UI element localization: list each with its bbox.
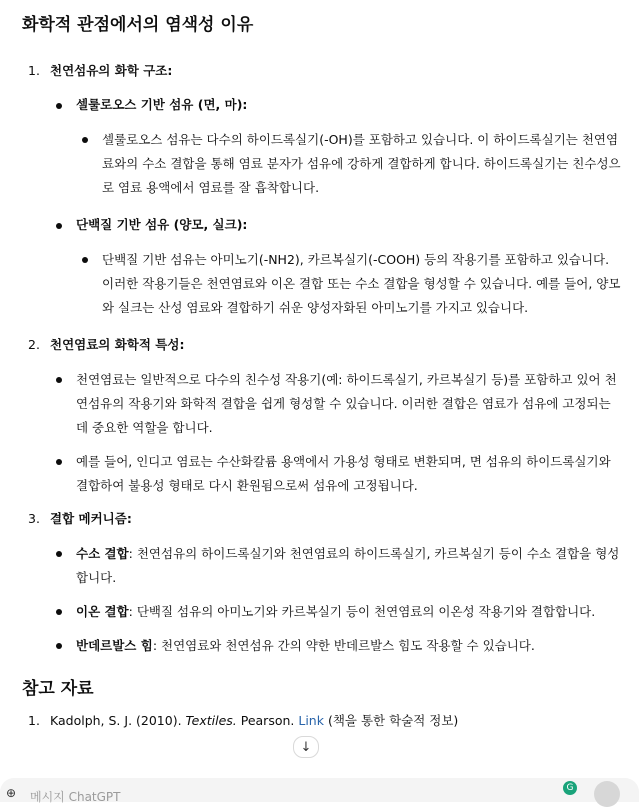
reference-author: Kadolph, S. J. (2010). bbox=[50, 713, 182, 728]
sub-item bbox=[50, 542, 622, 590]
section-number: 2. bbox=[28, 337, 40, 352]
sub-item bbox=[50, 368, 622, 440]
sub-heading: 셀룰로오스 기반 섬유 (면, 마) bbox=[76, 97, 243, 112]
term-label: 반데르발스 힘 bbox=[76, 638, 153, 653]
sub-item bbox=[50, 634, 622, 658]
bullet bbox=[82, 137, 88, 143]
sub-heading: 단백질 기반 섬유 (양모, 실크) bbox=[76, 217, 243, 232]
sub-sub-item bbox=[76, 128, 622, 200]
message-composer[interactable] bbox=[0, 778, 639, 802]
reference-publisher: Pearson. bbox=[240, 713, 295, 728]
paperclip-icon[interactable]: ⊕ bbox=[6, 786, 17, 800]
sub-item bbox=[50, 600, 622, 624]
bullet bbox=[56, 609, 62, 615]
paragraph: 단백질 기반 섬유는 아미노기(-NH2), 카르복실기(-COOH) 등의 작용기를 포함하고 있습니다. 이러한 작용기들은 천연염료와 이온 결합 또는 수소 결합을 형성할 수 있습니다. 예를 들어, 양모와 실크는 산성 염료와 결합하기 쉬운 양성자화된 아미노기를 가지고 있습니다. bbox=[102, 252, 621, 315]
scroll-down-button[interactable] bbox=[293, 736, 319, 758]
section-number: 3. bbox=[28, 511, 40, 526]
section-3: 3. 결합 메커니즘: 수소 결합: 천연섬유의 하이드록실기와 천연염료의 하이드록실기, 카르복실기 등이 수소 결합을 형성합니다. 이온 결합: 단백질 섬유의 아미노기와 카르복실기 등이 천연염료의 이온성 작용기와 결합합니다. 반데르발스 힘: 천연염료와 천연섬유 간의 약한 반데르발스 힘도 작용할 수 있습니다. bbox=[22, 508, 622, 658]
reference-link[interactable]: Link bbox=[298, 713, 324, 728]
paragraph: 천연염료는 일반적으로 다수의 친수성 작용기(예: 하이드록실기, 카르복실기 등)를 포함하고 있어 천연섬유의 작용기와 화학적 결합을 쉽게 형성할 수 있습니다. 이러한 결합은 염료가 섬유에 고정되는 데 중요한 역할을 합니다. bbox=[76, 372, 617, 435]
bullet bbox=[56, 459, 62, 465]
composer-placeholder[interactable]: 메시지 ChatGPT bbox=[30, 790, 121, 804]
message-content bbox=[22, 12, 622, 732]
paragraph: : 단백질 섬유의 아미노기와 카르복실기 등이 천연염료의 이온성 작용기와 결합합니다. bbox=[128, 604, 596, 619]
section-2: 2. 천연염료의 화학적 특성: 천연염료는 일반적으로 다수의 친수성 작용기(예: 하이드록실기, 카르복실기 등)를 포함하고 있어 천연섬유의 작용기와 화학적 결합을 쉽게 형성할 수 있습니다. 이러한 결합은 염료가 섬유에 고정되는 데 중요한 역할을 합니다. 예를 들어, 인디고 염료는 수산화칼륨 용액에서 가용성 형태로 변환되며, 면 섬유의 하이드록실기와 결합하여 불용성 형태로 다시 환원됨으로써 섬유에 고정됩니다. bbox=[22, 334, 622, 498]
term-label: 수소 결합 bbox=[76, 546, 129, 561]
send-icon[interactable] bbox=[594, 781, 620, 807]
paragraph: : 천연염료와 천연섬유 간의 약한 반데르발스 힘도 작용할 수 있습니다. bbox=[152, 638, 535, 653]
paragraph: 예를 들어, 인디고 염료는 수산화칼륨 용액에서 가용성 형태로 변환되며, 면 섬유의 하이드록실기와 결합하여 불용성 형태로 다시 환원됨으로써 섬유에 고정됩니다. bbox=[76, 454, 611, 493]
bullet bbox=[56, 103, 62, 109]
sub-item: 단백질 기반 섬유 (양모, 실크): 단백질 기반 섬유는 아미노기(-NH2), 카르복실기(-COOH) 등의 작용기를 포함하고 있습니다. 이러한 작용기들은 천연염료와 이온 결합 또는 수소 결합을 형성할 수 있습니다. 예를 들어, 양모와 실크는 산성 염료와 결합하기 쉬운 양성자화된 아미노기를 가지고 있습니다. bbox=[50, 214, 622, 320]
reference-note: (책을 통한 학술적 정보) bbox=[327, 713, 459, 728]
sub-item bbox=[50, 450, 622, 498]
section-heading: 천연염료의 화학적 특성 bbox=[50, 337, 180, 352]
reference-number: 1. bbox=[28, 713, 40, 728]
term-label: 이온 결합 bbox=[76, 604, 129, 619]
section-number: 1. bbox=[28, 63, 40, 78]
paragraph: 셀룰로오스 섬유는 다수의 하이드록실기(-OH)를 포함하고 있습니다. 이 하이드록실기는 천연염료와의 수소 결합을 통해 염료 분자가 섬유에 강하게 결합하게 합니다. 하이드록실기는 친수성으로 염료 용액에서 염료를 잘 흡착합니다. bbox=[102, 132, 621, 195]
references-title: 참고 자료 bbox=[22, 679, 94, 699]
sub-item: 셀룰로오스 기반 섬유 (면, 마): 셀룰로오스 섬유는 다수의 하이드록실기(-OH)를 포함하고 있습니다. 이 하이드록실기는 천연염료와의 수소 결합을 통해 염료 분자가 섬유에 강하게 결합하게 합니다. 하이드록실기는 친수성으로 염료 용액에서 염료를 잘 흡착합니다. bbox=[50, 94, 622, 200]
bullet bbox=[56, 223, 62, 229]
section-heading: 천연섬유의 화학 구조 bbox=[50, 63, 168, 78]
reference-book: Textiles. bbox=[185, 713, 237, 728]
paragraph: : 천연섬유의 하이드록실기와 천연염료의 하이드록실기, 카르복실기 등이 수소 결합을 형성합니다. bbox=[76, 546, 620, 585]
arrow-down-icon: ↓ bbox=[300, 739, 312, 755]
section-1: 1. 천연섬유의 화학 구조: 셀룰로오스 기반 섬유 (면, 마): 셀룰로오스 섬유는 다수의 하이드록실기(-OH)를 포함하고 있습니다. 이 하이드록실기는 천연염료와의 수소 결합을 통해 염료 분자가 섬유에 강하게 결합하게 합니다. 하이드록실기는 친수성으로 염료 용액에서 염료를 잘 흡착합니다. 단백질 기반 섬유 (양모, 실크): 단백질 기반 섬유는 아미노기(-NH2), 카르복실기(-COOH) 등의 작용기를 포함하고 있습니다. 이러한 작용기들은 천연염료와 이온 결합 또는 수소 결합을 형성할 수 있습니다. 예를 들어, 양모와 실크는 산성 염료와 결합하기 쉬운 양성자화된 아미노기를 가지고 있습니다. bbox=[22, 60, 622, 320]
bullet bbox=[56, 377, 62, 383]
section-heading: 결합 메커니즘 bbox=[50, 511, 127, 526]
bullet bbox=[56, 643, 62, 649]
grammar-check-icon[interactable]: G bbox=[563, 781, 577, 795]
sub-sub-item bbox=[76, 248, 622, 320]
page-title: 화학적 관점에서의 염색성 이유 bbox=[22, 15, 254, 35]
reference-item bbox=[22, 710, 622, 732]
bullet bbox=[82, 257, 88, 263]
bullet bbox=[56, 551, 62, 557]
